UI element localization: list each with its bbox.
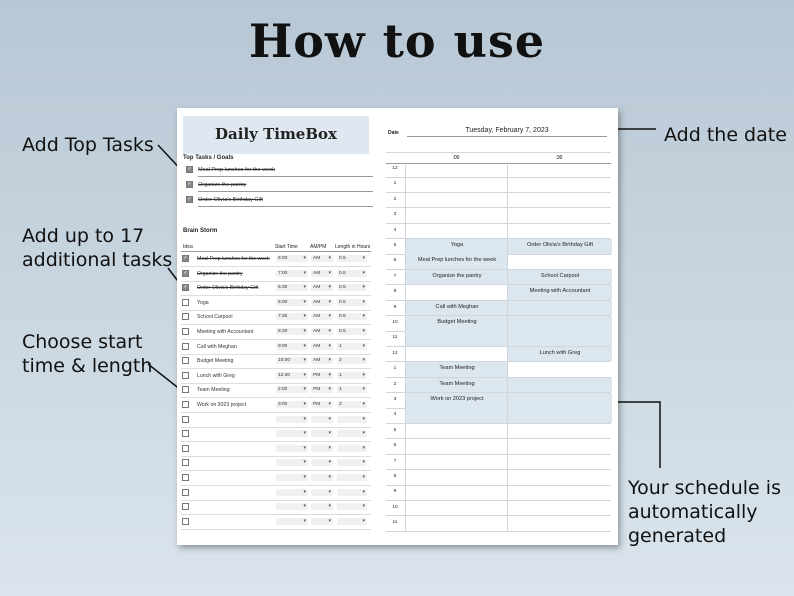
- brain-storm-row: [181, 427, 371, 442]
- brain-storm-idea[interactable]: Work on 2023 project: [197, 402, 247, 408]
- brain-storm-checkbox[interactable]: [182, 372, 189, 379]
- brain-storm-checkbox[interactable]: [182, 416, 189, 423]
- start-time-dropdown[interactable]: 2:00 ▾: [276, 386, 308, 393]
- start-time-dropdown[interactable]: [276, 503, 308, 510]
- brain-storm-checkbox[interactable]: [182, 474, 189, 481]
- length-dropdown[interactable]: 0.5 ▾: [337, 299, 367, 306]
- schedule-slot-30[interactable]: [507, 408, 612, 423]
- brain-storm-row: [181, 442, 371, 457]
- schedule-hour: 12: [392, 350, 398, 356]
- length-dropdown[interactable]: [337, 430, 367, 437]
- length-dropdown[interactable]: [337, 503, 367, 510]
- schedule-slot-00[interactable]: Yoga: [405, 239, 508, 254]
- ampm-dropdown[interactable]: AM ▾: [311, 313, 333, 320]
- schedule-row: [386, 439, 611, 455]
- length-dropdown[interactable]: 1 ▾: [337, 386, 367, 393]
- schedule-hour: 2: [393, 196, 397, 202]
- schedule-slot-30[interactable]: [507, 424, 612, 439]
- start-time-dropdown[interactable]: 6:00 ▾: [276, 255, 308, 262]
- schedule-row: [386, 301, 611, 317]
- brain-storm-row: [181, 500, 371, 515]
- brain-storm-checkbox[interactable]: [182, 503, 189, 510]
- start-time-dropdown[interactable]: [276, 430, 308, 437]
- schedule-slot-30[interactable]: [507, 316, 612, 331]
- schedule-hour: 9: [393, 304, 397, 310]
- brain-storm-checkbox[interactable]: [182, 401, 189, 408]
- schedule-hour: 5: [393, 243, 397, 248]
- brain-storm-checkbox[interactable]: [182, 357, 189, 364]
- schedule-slot-30[interactable]: [507, 224, 612, 239]
- length-dropdown[interactable]: 2 ▾: [337, 357, 367, 364]
- page-title: How to use: [248, 14, 546, 68]
- schedule-row: [386, 177, 611, 193]
- schedule-slot-00[interactable]: [405, 162, 508, 177]
- top-task-checkbox[interactable]: ✓: [187, 181, 192, 187]
- schedule-slot-00[interactable]: Team Meeting: [405, 378, 508, 393]
- top-task-checkbox[interactable]: ✓: [187, 166, 192, 172]
- schedule-slot-30[interactable]: [507, 516, 612, 531]
- brain-storm-idea[interactable]: Organize the pantry: [197, 270, 243, 277]
- schedule-row: [386, 470, 611, 486]
- schedule-slot-30[interactable]: School Carpool: [507, 270, 612, 285]
- schedule-slot-30[interactable]: [507, 455, 612, 470]
- brain-storm-checkbox[interactable]: [182, 459, 189, 466]
- brain-storm-idea[interactable]: Meal Prep lunches for the week: [197, 256, 270, 262]
- brain-storm-row: [181, 281, 371, 296]
- callout-top-tasks: Add Top Tasks: [22, 134, 154, 156]
- schedule-slot-00[interactable]: [405, 408, 508, 423]
- length-dropdown[interactable]: 1 ▾: [337, 372, 367, 379]
- schedule-hour: 4: [393, 412, 397, 418]
- length-dropdown[interactable]: 0.5 ▾: [337, 255, 367, 262]
- brain-storm-idea[interactable]: Call with Meghan: [197, 343, 237, 350]
- brain-storm-checkbox[interactable]: [182, 313, 189, 320]
- schedule-hour: 5: [393, 427, 397, 433]
- date-label: Date: [388, 130, 399, 136]
- brain-storm-row: [181, 354, 371, 369]
- brain-storm-checkbox[interactable]: [182, 299, 189, 306]
- brain-storm-checkbox[interactable]: ✓: [183, 269, 188, 276]
- brain-storm-label: Brain Storm: [183, 228, 218, 234]
- brain-storm-idea[interactable]: Budget Meeting: [197, 358, 234, 365]
- schedule-row: [386, 516, 611, 532]
- ampm-dropdown[interactable]: [311, 445, 333, 452]
- start-time-dropdown[interactable]: 12:30 ▾: [276, 372, 308, 379]
- brain-storm-row: [181, 340, 371, 355]
- schedule-hour: 10: [392, 320, 398, 325]
- ampm-dropdown[interactable]: PM ▾: [311, 401, 333, 408]
- ampm-dropdown[interactable]: AM ▾: [311, 299, 333, 306]
- schedule-slot-00[interactable]: [405, 193, 508, 208]
- schedule-slot-00[interactable]: [405, 424, 508, 439]
- column-start-time: Start Time: [275, 244, 298, 250]
- schedule-slot-30[interactable]: [507, 393, 612, 408]
- brain-storm-checkbox[interactable]: ✓: [183, 284, 188, 291]
- length-dropdown[interactable]: [337, 416, 367, 423]
- schedule-row: [386, 285, 611, 301]
- top-task-item[interactable]: Organize the pantry: [198, 182, 373, 192]
- start-time-dropdown[interactable]: 7:30 ▾: [276, 313, 308, 320]
- ampm-dropdown[interactable]: [311, 503, 333, 510]
- top-task-item[interactable]: Order Olivia's Birthday Gift: [198, 197, 373, 207]
- callout-additional-tasks: Add up to 17 additional tasks: [22, 225, 173, 271]
- brain-storm-checkbox[interactable]: [182, 328, 189, 335]
- length-dropdown[interactable]: 0.5 ▾: [337, 284, 367, 291]
- schedule-row: [386, 239, 611, 255]
- start-time-dropdown[interactable]: [276, 445, 308, 452]
- schedule-slot-30[interactable]: [507, 485, 612, 500]
- ampm-dropdown[interactable]: [311, 474, 333, 481]
- planner-sheet: [177, 108, 618, 545]
- length-dropdown[interactable]: 0.5 ▾: [337, 328, 367, 335]
- schedule-row: [386, 224, 611, 240]
- length-dropdown[interactable]: 0.5 ▾: [337, 313, 367, 320]
- brain-storm-idea[interactable]: School Carpool: [197, 314, 233, 321]
- schedule-slot-00[interactable]: [405, 516, 508, 531]
- brain-storm-row: [181, 515, 371, 530]
- column-idea: Idea: [183, 244, 193, 250]
- schedule-slot-00[interactable]: [405, 331, 508, 346]
- length-dropdown[interactable]: [337, 459, 367, 466]
- brain-storm-checkbox[interactable]: [182, 343, 189, 350]
- schedule-hour: 8: [393, 474, 397, 479]
- schedule-slot-30[interactable]: Lunch with Greg: [507, 347, 612, 362]
- schedule-hour: 6: [393, 443, 397, 449]
- schedule-slot-30[interactable]: [507, 378, 612, 393]
- schedule-hour: 8: [393, 289, 397, 295]
- schedule-row: [386, 316, 611, 332]
- callout-date: Add the date: [664, 124, 787, 146]
- start-time-dropdown[interactable]: [276, 489, 308, 496]
- schedule-row: [386, 362, 611, 378]
- schedule-hour: 11: [392, 335, 398, 341]
- schedule-slot-30[interactable]: [507, 301, 612, 316]
- schedule-row: [386, 254, 611, 270]
- brain-storm-checkbox[interactable]: [182, 445, 189, 452]
- brain-storm-row: [181, 398, 371, 413]
- start-time-dropdown[interactable]: 8:30 ▾: [276, 328, 308, 335]
- top-task-checkbox[interactable]: ✓: [187, 196, 192, 202]
- schedule-slot-30[interactable]: Meeting with Accountant: [507, 285, 612, 300]
- schedule-slot-30[interactable]: [507, 162, 612, 177]
- schedule-row: [386, 193, 611, 209]
- callout-start-time: Choose start time & length: [22, 331, 153, 377]
- start-time-dropdown[interactable]: [276, 459, 308, 466]
- schedule-hour: 7: [393, 273, 397, 279]
- ampm-dropdown[interactable]: AM ▾: [311, 328, 333, 335]
- brain-storm-row: [181, 369, 371, 384]
- schedule-slot-00[interactable]: [405, 485, 508, 500]
- brain-storm-row: [181, 486, 371, 501]
- schedule-header-00: :00: [452, 155, 460, 161]
- top-tasks-label: Top Tasks / Goals: [183, 155, 234, 161]
- brain-storm-row: [181, 456, 371, 471]
- length-dropdown[interactable]: 2 ▾: [337, 401, 367, 408]
- brain-storm-row: [181, 296, 371, 311]
- start-time-dropdown[interactable]: 5:00 ▾: [276, 299, 308, 306]
- schedule-slot-30[interactable]: [507, 193, 612, 208]
- schedule-hour: 6: [393, 258, 397, 264]
- brain-storm-idea[interactable]: Meeting with Accountant: [197, 329, 254, 335]
- schedule-hour: 7: [393, 458, 397, 464]
- schedule-row: [386, 501, 611, 517]
- schedule-slot-30[interactable]: [507, 470, 612, 485]
- schedule-slot-30[interactable]: [507, 501, 612, 516]
- schedule-slot-00[interactable]: Team Meeting: [405, 362, 508, 377]
- ampm-dropdown[interactable]: [311, 416, 333, 423]
- schedule-slot-00[interactable]: [405, 439, 508, 454]
- schedule-slot-00[interactable]: Call with Meghan: [405, 301, 508, 316]
- length-dropdown[interactable]: 0.5 ▾: [337, 270, 367, 277]
- schedule-slot-00[interactable]: [405, 501, 508, 516]
- length-dropdown[interactable]: [337, 489, 367, 496]
- schedule-slot-00[interactable]: Organize the pantry: [405, 270, 508, 285]
- brain-storm-row: [181, 252, 371, 267]
- brain-storm-checkbox[interactable]: [182, 386, 189, 393]
- brain-storm-idea[interactable]: Lunch with Greg: [197, 372, 235, 379]
- brain-storm-idea[interactable]: Team Meeting: [197, 387, 230, 394]
- schedule-slot-00[interactable]: [405, 470, 508, 485]
- ampm-dropdown[interactable]: [311, 518, 333, 525]
- schedule-row: [386, 162, 611, 178]
- brain-storm-checkbox[interactable]: [182, 489, 189, 496]
- schedule-row: [386, 455, 611, 471]
- top-task-item[interactable]: Meal Prep lunches for the week: [198, 167, 373, 177]
- start-time-dropdown[interactable]: [276, 474, 308, 481]
- column-length: Length in Hours: [335, 244, 371, 250]
- schedule-slot-30[interactable]: [507, 254, 612, 269]
- brain-storm-row: [181, 413, 371, 428]
- schedule-slot-00[interactable]: Meal Prep lunches for the week: [405, 254, 508, 269]
- start-time-dropdown[interactable]: 3:00 ▾: [276, 401, 308, 408]
- brain-storm-row: [181, 310, 371, 325]
- schedule-slot-30[interactable]: [507, 362, 612, 377]
- start-time-dropdown[interactable]: [276, 416, 308, 423]
- column-ampm: AM/PM: [310, 244, 327, 250]
- logo-box: [183, 116, 369, 154]
- schedule-slot-00[interactable]: Work on 2023 project: [405, 393, 508, 408]
- schedule-row: [386, 331, 611, 347]
- schedule-hour: 4: [393, 227, 397, 233]
- schedule-row: [386, 424, 611, 440]
- schedule-row: [386, 347, 611, 363]
- schedule-slot-30[interactable]: Order Olivia's Birthday Gift: [507, 239, 612, 254]
- date-field[interactable]: Tuesday, February 7, 2023: [407, 126, 607, 137]
- ampm-dropdown[interactable]: AM ▾: [311, 284, 333, 291]
- ampm-dropdown[interactable]: PM ▾: [311, 386, 333, 393]
- brain-storm-checkbox[interactable]: [182, 430, 189, 437]
- ampm-dropdown[interactable]: PM ▾: [311, 372, 333, 379]
- brain-storm-row: [181, 383, 371, 398]
- brain-storm-row: [181, 325, 371, 340]
- length-dropdown[interactable]: [337, 518, 367, 525]
- schedule-hour: 12: [392, 166, 398, 171]
- schedule-hour: 3: [393, 397, 397, 402]
- length-dropdown[interactable]: [337, 474, 367, 481]
- schedule-slot-30[interactable]: [507, 177, 612, 192]
- schedule-hour: 2: [393, 381, 397, 387]
- schedule-row: [386, 393, 611, 409]
- brain-storm-checkbox[interactable]: ✓: [183, 255, 188, 261]
- schedule-row: [386, 408, 611, 424]
- brain-storm-row: [181, 471, 371, 486]
- ampm-dropdown[interactable]: AM ▾: [311, 343, 333, 350]
- schedule-slot-00[interactable]: [405, 455, 508, 470]
- schedule-header-30: :30: [555, 155, 563, 161]
- schedule-slot-00[interactable]: [405, 347, 508, 362]
- schedule-slot-00[interactable]: [405, 177, 508, 192]
- ampm-dropdown[interactable]: AM ▾: [311, 270, 333, 277]
- schedule-slot-00[interactable]: [405, 208, 508, 223]
- ampm-dropdown[interactable]: [311, 459, 333, 466]
- brain-storm-row: [181, 267, 371, 282]
- length-dropdown[interactable]: 1 ▾: [337, 343, 367, 350]
- start-time-dropdown[interactable]: [276, 518, 308, 525]
- schedule-slot-30[interactable]: [507, 331, 612, 346]
- start-time-dropdown[interactable]: 9:00 ▾: [276, 343, 308, 350]
- schedule-row: [386, 208, 611, 224]
- schedule-row: [386, 485, 611, 501]
- schedule-hour: 3: [393, 212, 397, 218]
- length-dropdown[interactable]: [337, 445, 367, 452]
- brain-storm-checkbox[interactable]: [182, 518, 189, 525]
- callout-schedule: Your schedule is automatically generated: [628, 477, 781, 547]
- schedule-row: [386, 378, 611, 394]
- start-time-dropdown[interactable]: 7:00 ▾: [276, 270, 308, 277]
- schedule-slot-00[interactable]: Budget Meeting: [405, 316, 508, 331]
- ampm-dropdown[interactable]: AM ▾: [311, 357, 333, 364]
- start-time-dropdown[interactable]: 5:30 ▾: [276, 284, 308, 291]
- logo: Daily TimeBox: [215, 125, 337, 143]
- start-time-dropdown[interactable]: 10:00 ▾: [276, 357, 308, 364]
- schedule-hour: 11: [392, 520, 398, 526]
- schedule-hour: 1: [393, 366, 397, 372]
- brain-storm-idea[interactable]: Yoga: [197, 299, 209, 306]
- schedule-slot-30[interactable]: [507, 208, 612, 223]
- schedule-hour: 10: [392, 504, 398, 510]
- schedule-row: [386, 270, 611, 286]
- schedule-hour: 1: [393, 181, 397, 187]
- schedule-hour: 9: [393, 489, 397, 495]
- schedule-slot-30[interactable]: [507, 439, 612, 454]
- schedule-slot-00[interactable]: [405, 224, 508, 239]
- brain-storm-idea[interactable]: Order Olivia's Birthday Gift: [197, 285, 259, 292]
- ampm-dropdown[interactable]: AM ▾: [311, 255, 333, 262]
- ampm-dropdown[interactable]: [311, 489, 333, 496]
- ampm-dropdown[interactable]: [311, 430, 333, 437]
- schedule-slot-00[interactable]: [405, 285, 508, 300]
